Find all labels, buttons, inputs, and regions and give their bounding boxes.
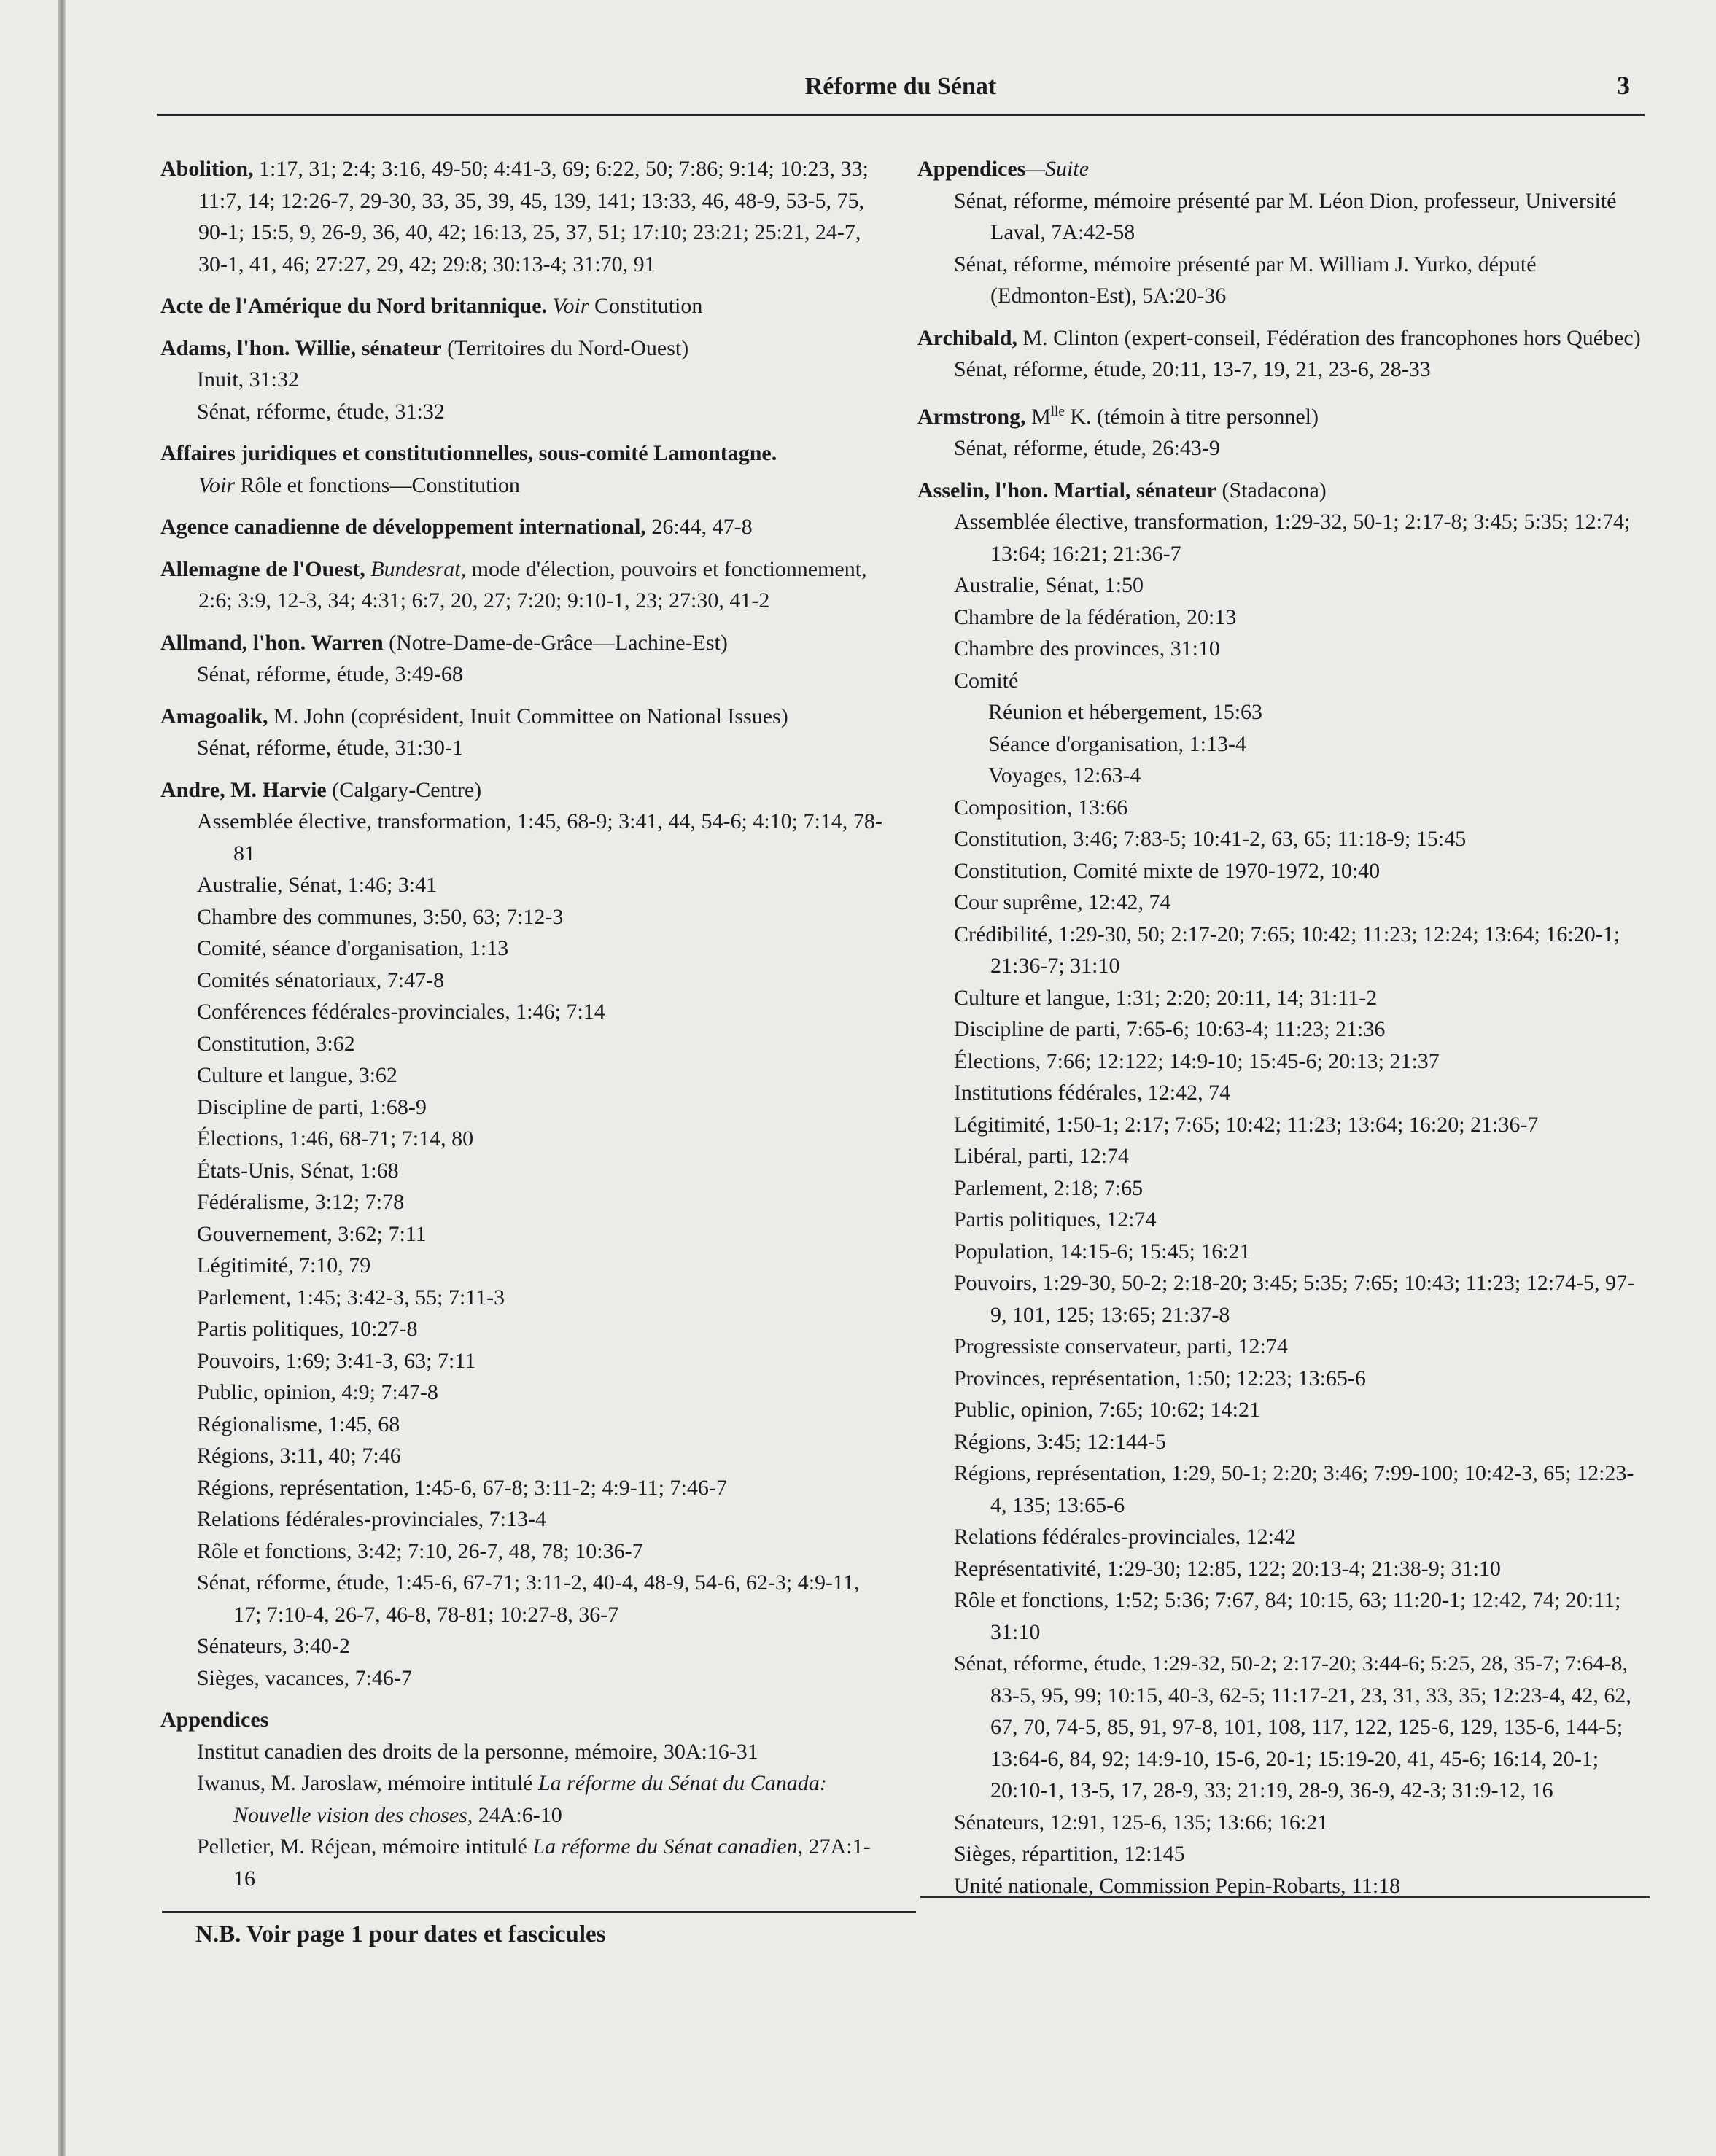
index-subentry: Régions, 3:11, 40; 7:46	[197, 1444, 401, 1468]
index-subentry: Chambre de la fédération, 20:13	[954, 604, 1237, 629]
index-subentry: Sénat, réforme, étude, 3:49-68	[197, 662, 463, 686]
entry-heading: Allemagne de l'Ouest,	[160, 556, 365, 581]
index-subentry: Public, opinion, 7:65; 10:62; 14:21	[954, 1398, 1261, 1422]
column-end-rule	[920, 1896, 1650, 1898]
index-subentry: Australie, Sénat, 1:46; 3:41	[197, 873, 438, 897]
index-entry	[917, 475, 1647, 1902]
index-subentry: Élections, 1:46, 68-71; 7:14, 80	[197, 1126, 474, 1151]
index-subentry: Légitimité, 1:50-1; 2:17; 7:65; 10:42; 11:23; 13:64; 16:20; 21:36-7	[954, 1112, 1539, 1137]
subentry-references: 24A:6-10	[473, 1802, 562, 1827]
continued-label: —Suite	[1025, 157, 1090, 181]
entry-heading: Andre, M. Harvie	[160, 777, 327, 802]
entry-heading: Archibald,	[917, 325, 1017, 350]
index-subentry: Légitimité, 7:10, 79	[197, 1253, 371, 1277]
index-subsubentry: Séance d'organisation, 1:13-4	[988, 731, 1246, 756]
index-subentry: Sénat, réforme, étude, 1:45-6, 67-71; 3:11-2, 40-4, 48-9, 54-6, 62-3; 4:9-11, 17; 7:10-4, 26-7, 46-8, 78-81; 10:27-8, 36-7	[197, 1571, 860, 1627]
index-subentry: Rôle et fonctions, 1:52; 5:36; 7:67, 84; 10:15, 63; 11:20-1; 12:42, 74; 20:11; 31:10	[954, 1588, 1621, 1644]
index-subentry: Chambre des provinces, 31:10	[954, 637, 1220, 661]
entry-heading: Acte de l'Amérique du Nord britannique.	[160, 294, 548, 318]
index-subsubentry: Réunion et hébergement, 15:63	[988, 700, 1263, 724]
entry-heading: Affaires juridiques et constitutionnelles, sous-comité Lamontagne.	[160, 441, 777, 465]
entry-heading: Armstrong,	[917, 404, 1026, 429]
index-subentry: Représentativité, 1:29-30; 12:85, 122; 20:13-4; 21:38-9; 31:10	[954, 1556, 1501, 1581]
index-subentry: Australie, Sénat, 1:50	[954, 573, 1144, 597]
entry-heading: Appendices	[917, 157, 1026, 181]
title-superscript: lle	[1050, 403, 1065, 419]
entry-references: 26:44, 47-8	[645, 515, 753, 539]
index-subentry: Unité nationale, Commission Pepin-Robarts, 11:18	[954, 1873, 1401, 1898]
index-entry	[917, 322, 1647, 386]
index-subentry: Chambre des communes, 3:50, 63; 7:12-3	[197, 904, 564, 929]
index-subentry: Pouvoirs, 1:69; 3:41-3, 63; 7:11	[197, 1348, 476, 1373]
index-entry	[917, 153, 1647, 312]
entry-qualifier: M. John (coprésident, Inuit Committee on National Issues)	[268, 704, 788, 728]
entry-italic-term: Bundesrat,	[370, 556, 467, 581]
index-column-left	[160, 153, 890, 1904]
entry-references: mode d'élection, pouvoirs et fonctionnement, 2:6; 3:9, 12-3, 34; 4:31; 6:7, 20, 27; 7:20; 9:10-1, 23; 27:30, 41-2	[198, 556, 867, 612]
entry-references: Rôle et fonctions—Constitution	[235, 472, 520, 497]
index-subentry: Parlement, 1:45; 3:42-3, 55; 7:11-3	[197, 1285, 505, 1309]
index-subentry: Provinces, représentation, 1:50; 12:23; 13:65-6	[954, 1366, 1366, 1390]
index-subentry: Comité, séance d'organisation, 1:13	[197, 936, 509, 960]
entry-qualifier: (Territoires du Nord-Ouest)	[441, 335, 689, 360]
page-binding-edge	[58, 0, 66, 2156]
index-subentry: Sénat, réforme, étude, 1:29-32, 50-2; 2:17-20; 3:44-6; 5:25, 28, 35-7; 7:64-8, 83-5, 95, 99; 10:15, 40-3, 62-5; 11:17-21, 23, 31, 33, 35; 12:23-4, 42, 62, 67, 70, 74-5, 85, 91, 97-8, 101, 108, 117, 122, 125-6, 129, 135-6, 144-5; 13:64-6, 84, 92; 14:9-10, 15-6, 20-1; 15:19-20, 41, 45-6; 16:14, 20-1; 20:10-1, 13-5, 17, 28-9, 33; 21:19, 28-9, 36-9, 42-3; 31:9-12, 16	[954, 1651, 1631, 1802]
index-entry	[160, 511, 890, 543]
index-subentry: Institutions fédérales, 12:42, 74	[954, 1081, 1231, 1105]
index-subentry: Comités sénatoriaux, 7:47-8	[197, 968, 445, 992]
index-subentry: États-Unis, Sénat, 1:68	[197, 1158, 399, 1183]
index-subentry: Crédibilité, 1:29-30, 50; 2:17-20; 7:65; 10:42; 11:23; 12:24; 13:64; 16:20-1; 21:36-7; 31:10	[954, 922, 1620, 978]
index-subentry: Discipline de parti, 1:68-9	[197, 1094, 427, 1119]
index-subentry: Constitution, 3:46; 7:83-5; 10:41-2, 63, 65; 11:18-9; 15:45	[954, 827, 1467, 851]
index-subentry: Institut canadien des droits de la personne, mémoire, 30A:16-31	[197, 1739, 758, 1764]
entry-heading: Amagoalik,	[160, 704, 268, 728]
running-title: Réforme du Sénat	[804, 73, 997, 100]
index-entry	[160, 153, 890, 280]
index-subentry: Élections, 7:66; 12:122; 14:9-10; 15:45-6; 20:13; 21:37	[954, 1048, 1440, 1073]
index-entry	[160, 332, 890, 428]
index-subentry: Assemblée élective, transformation, 1:45, 68-9; 3:41, 44, 54-6; 4:10; 7:14, 78-81	[197, 809, 882, 865]
page-header	[157, 70, 1645, 116]
entry-heading: Allmand, l'hon. Warren	[160, 630, 384, 655]
index-subentry: Inuit, 31:32	[197, 367, 299, 392]
entry-heading: Abolition,	[160, 157, 254, 181]
document-title: La réforme du Sénat canadien,	[532, 1834, 804, 1859]
index-subentry: Sénateurs, 12:91, 125-6, 135; 13:66; 16:21	[954, 1810, 1329, 1834]
see-reference: Voir	[198, 472, 236, 497]
index-subentry: Discipline de parti, 7:65-6; 10:63-4; 11:23; 21:36	[954, 1017, 1386, 1041]
index-subentry: Comité	[954, 668, 1019, 693]
index-subentry: Sièges, vacances, 7:46-7	[197, 1665, 412, 1690]
subentry-references: 27A:1-16	[233, 1834, 871, 1891]
index-subentry: Assemblée élective, transformation, 1:29-32, 50-1; 2:17-8; 3:45; 5:35; 12:74; 13:64; 16:21; 21:36-7	[954, 510, 1631, 566]
index-subentry: Régions, représentation, 1:45-6, 67-8; 3:11-2; 4:9-11; 7:46-7	[197, 1475, 727, 1500]
footer-note: N.B. Voir page 1 pour dates et fascicules	[195, 1921, 606, 1947]
index-subsubentry: Voyages, 12:63-4	[988, 763, 1141, 787]
entry-qualifier: (Stadacona)	[1216, 478, 1327, 502]
index-subentry: Pouvoirs, 1:29-30, 50-2; 2:18-20; 3:45; 5:35; 7:65; 10:43; 11:23; 12:74-5, 97-9, 101, 125; 13:65; 21:37-8	[954, 1271, 1635, 1327]
entry-qualifier: K. (témoin à titre personnel)	[1064, 404, 1319, 429]
footer-rule	[162, 1911, 916, 1913]
entry-qualifier: (Calgary-Centre)	[326, 777, 482, 802]
index-subentry: Relations fédérales-provinciales, 12:42	[954, 1525, 1297, 1549]
index-subentry: Constitution, 3:62	[197, 1031, 355, 1056]
index-subentry: Régions, 3:45; 12:144-5	[954, 1429, 1166, 1454]
index-subentry: Régionalisme, 1:45, 68	[197, 1412, 400, 1436]
index-subentry: Composition, 13:66	[954, 795, 1128, 820]
index-subentry: Sénat, réforme, mémoire présenté par M. Léon Dion, professeur, Université Laval, 7A:42-58	[954, 188, 1617, 244]
index-subentry: Sénat, réforme, étude, 26:43-9	[954, 436, 1220, 460]
entry-qualifier: M	[1025, 404, 1051, 429]
index-entry	[160, 290, 890, 322]
index-subentry: Conférences fédérales-provinciales, 1:46; 7:14	[197, 1000, 605, 1024]
index-subentry: Constitution, Comité mixte de 1970-1972, 10:40	[954, 858, 1381, 883]
index-subentry: Population, 14:15-6; 15:45; 16:21	[954, 1239, 1251, 1264]
index-subentry: Rôle et fonctions, 3:42; 7:10, 26-7, 48, 78; 10:36-7	[197, 1538, 643, 1563]
index-subentry: Sénat, réforme, mémoire présenté par M. William J. Yurko, député (Edmonton-Est), 5A:20-36	[954, 252, 1537, 308]
index-subentry: Partis politiques, 12:74	[954, 1207, 1157, 1231]
index-entry	[160, 774, 890, 1694]
index-subentry	[160, 1767, 890, 1831]
page-number: 3	[1617, 71, 1630, 100]
index-subentry: Sénat, réforme, étude, 20:11, 13-7, 19, 21, 23-6, 28-33	[954, 357, 1431, 381]
index-subentry: Culture et langue, 3:62	[197, 1063, 397, 1087]
subentry-text: Iwanus, M. Jaroslaw, mémoire intitulé	[197, 1771, 538, 1795]
entry-heading: Agence canadienne de développement international,	[160, 515, 646, 539]
entry-references: Constitution	[589, 294, 703, 318]
index-subentry	[160, 1831, 890, 1894]
index-subentry: Fédéralisme, 3:12; 7:78	[197, 1190, 405, 1214]
index-subentry: Parlement, 2:18; 7:65	[954, 1175, 1144, 1200]
index-entry	[917, 396, 1647, 464]
index-subentry: Partis politiques, 10:27-8	[197, 1317, 418, 1341]
entry-heading: Appendices	[160, 1708, 269, 1732]
index-subentry: Relations fédérales-provinciales, 7:13-4	[197, 1507, 547, 1531]
index-subentry: Cour suprême, 12:42, 74	[954, 890, 1171, 914]
index-subentry: Gouvernement, 3:62; 7:11	[197, 1221, 427, 1246]
index-entry	[160, 437, 890, 501]
document-title: La réforme du Sénat du Canada: Nouvelle vision des choses,	[233, 1771, 827, 1827]
entry-heading: Asselin, l'hon. Martial, sénateur	[917, 478, 1216, 502]
index-entry	[160, 553, 890, 617]
entry-qualifier: M. Clinton (expert-conseil, Fédération des francophones hors Québec)	[1017, 325, 1641, 350]
index-subentry: Sénateurs, 3:40-2	[197, 1634, 350, 1658]
index-subentry: Progressiste conservateur, parti, 12:74	[954, 1334, 1288, 1358]
subentry-text: Pelletier, M. Réjean, mémoire intitulé	[197, 1834, 533, 1859]
entry-heading: Adams, l'hon. Willie, sénateur	[160, 335, 442, 360]
entry-qualifier: (Notre-Dame-de-Grâce—Lachine-Est)	[383, 630, 728, 655]
index-subentry: Régions, représentation, 1:29, 50-1; 2:20; 3:46; 7:99-100; 10:42-3, 65; 12:23-4, 135; 13:65-6	[954, 1461, 1634, 1517]
index-subentry: Public, opinion, 4:9; 7:47-8	[197, 1380, 438, 1404]
index-subentry: Sièges, répartition, 12:145	[954, 1842, 1185, 1866]
index-subentry: Libéral, parti, 12:74	[954, 1144, 1129, 1168]
index-subentry: Sénat, réforme, étude, 31:32	[197, 399, 445, 424]
index-column-right	[917, 153, 1647, 1912]
entry-references: 1:17, 31; 2:4; 3:16, 49-50; 4:41-3, 69; 6:22, 50; 7:86; 9:14; 10:23, 33; 11:7, 14; 12:26-7, 29-30, 33, 35, 39, 45, 139, 141; 13:33, 46, 48-9, 53-5, 75, 90-1; 15:5, 9, 26-9, 36, 40, 42; 16:13, 25, 37, 51; 17:10; 23:21; 25:21, 24-7, 30-1, 41, 46; 27:27, 29, 42; 29:8; 30:13-4; 31:70, 91	[198, 157, 869, 276]
see-reference: Voir	[552, 294, 589, 318]
index-entry	[160, 1704, 890, 1894]
index-subentry: Culture et langue, 1:31; 2:20; 20:11, 14; 31:11-2	[954, 985, 1378, 1010]
index-entry	[160, 627, 890, 690]
index-entry	[160, 701, 890, 764]
index-subentry: Sénat, réforme, étude, 31:30-1	[197, 736, 463, 760]
